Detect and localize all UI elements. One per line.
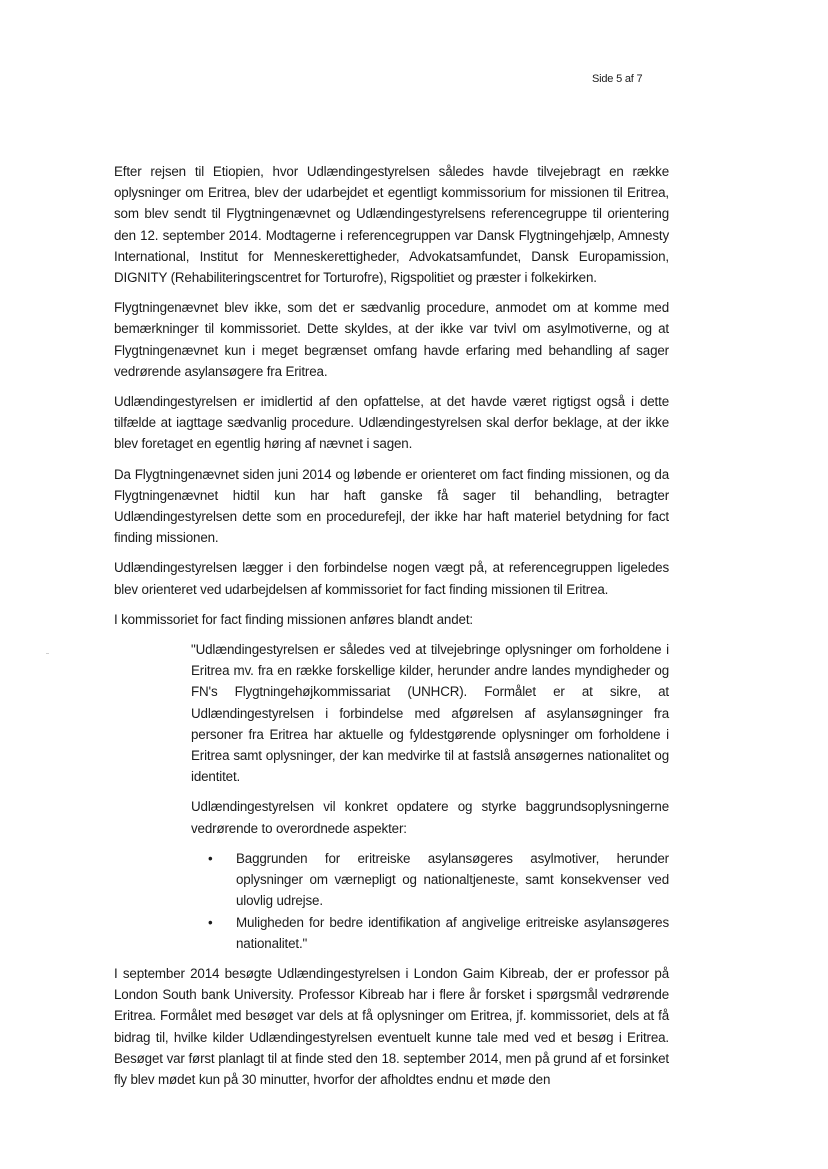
paragraph-4: Da Flygtningenævnet siden juni 2014 og løbende er orienteret om fact finding missionen, og da Flygtningenævnet hidtil kun har haft ganske få sager til behandling, betragter Udlændingestyrelsen dette som en procedurefejl, der ikke har haft materiel betydning for fact finding missionen.: [114, 466, 669, 546]
quote-bullet-item: [191, 912, 669, 954]
bullet-icon: •: [208, 850, 213, 866]
bullet-text: Muligheden for bedre identifikation af angivelige eritreiske asylansøgeres nationalitet.": [236, 914, 669, 951]
paragraph-7: I september 2014 besøgte Udlændingestyrelsen i London Gaim Kibreab, der er professor på London South bank University. Professor Kibreab har i flere år forsket i spørgsmål vedrørende Eritrea. Formålet med besøget var dels at få oplysninger om Eritrea, jf. kommissoriet, dels at få bidrag til, hvilke kilder Udlændingestyrelsen eventuelt kunne tale med ved et besøg i Eritrea. Besøget var først planlagt til at finde sted den 18. september 2014, men på grund af et forsinket fly blev mødet kun på 30 minutter, hvorfor der afholdtes endnu et møde den: [114, 965, 669, 1087]
quote-paragraph-1: "Udlændingestyrelsen er således ved at tilvejebringe oplysninger om forholdene i Eritrea mv. fra en række forskellige kilder, herunder andre landes myndigheder og FN's Flygtningehøjkommissariat (UNHCR). Formålet er at sikre, at Udlændingestyrelsen i forbindelse med afgørelsen af asylansøgninger fra personer fra Eritrea har aktuelle og fyldestgørende oplysninger om forholdene i Eritrea samt oplysninger, der kan medvirke til at fastslå ansøgernes nationalitet og identitet.: [191, 642, 669, 785]
paragraph-2: Flygtningenævnet blev ikke, som det er sædvanlig procedure, anmodet om at komme med bemærkninger til kommissoriet. Dette skyldes, at der ikke var tvivl om asylmotiverne, og at Flygtningenævnet kun i meget begrænset omfang havde erfaring med behandling af sager vedrørende asylansøgere fra Eritrea.: [114, 300, 669, 379]
paragraph-6: I kommissoriet for fact finding missionen anføres blandt andet:: [114, 611, 473, 627]
document-body: [114, 161, 669, 1099]
quote-bullet-list: [191, 848, 669, 954]
page-number: Side 5 af 7: [592, 73, 643, 85]
scan-speck: [46, 653, 49, 654]
paragraph-5: Udlændingestyrelsen lægger i den forbindelse nogen vægt på, at referencegruppen ligeledes blev orienteret ved udarbejdelsen af kommissoriet for fact finding missionen til Eritrea.: [114, 560, 669, 597]
bullet-icon: •: [208, 914, 213, 930]
block-quote: [191, 639, 669, 954]
quote-paragraph-2: Udlændingestyrelsen vil konkret opdatere og styrke baggrundsoplysningerne vedrørende to overordnede aspekter:: [191, 799, 669, 836]
paragraph-1: Efter rejsen til Etiopien, hvor Udlændingestyrelsen således havde tilvejebragt en række oplysninger om Eritrea, blev der udarbejdet et egentligt kommissorium for missionen til Eritrea, som blev sendt til Flygtningenævnet og Udlændingestyrelsens referencegruppe til orientering den 12. september 2014. Modtagerne i referencegruppen var Dansk Flygtningehjælp, Amnesty International, Institut for Menneskerettigheder, Advokatsamfundet, Dansk Europamission, DIGNITY (Rehabiliteringscentret for Torturofre), Rigspolitiet og præster i folkekirken.: [114, 164, 669, 286]
quote-bullet-item: [191, 848, 669, 912]
bullet-text: Baggrunden for eritreiske asylansøgeres asylmotiver, herunder oplysninger om værnepligt og nationaltjeneste, samt konsekvenser ved ulovlig udrejse.: [236, 850, 669, 909]
paragraph-3: Udlændingestyrelsen er imidlertid af den opfattelse, at det havde været rigtigst også i dette tilfælde at iagttage sædvanlig procedure. Udlændingestyrelsen skal derfor beklage, at der ikke blev foretaget en egentlig høring af nævnet i sagen.: [114, 394, 669, 452]
